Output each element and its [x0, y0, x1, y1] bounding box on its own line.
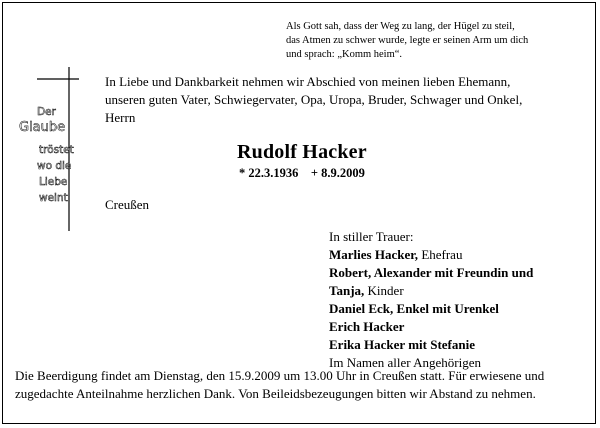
logo-line: Glaube: [19, 120, 66, 135]
logo-text: [19, 106, 74, 204]
mourner-entry: [329, 246, 584, 264]
mourner-entry: Daniel Eck, Enkel mit Urenkel: [329, 301, 499, 316]
poem-line: das Atmen zu schwer wurde, legte er seinen Arm um dich: [286, 35, 529, 46]
mourner-name: Tanja,: [329, 283, 365, 298]
obituary-notice: [2, 2, 596, 424]
life-dates: * 22.3.1936 + 8.9.2009: [239, 166, 365, 180]
deceased-name: Rudolf Hacker: [237, 141, 367, 163]
funeral-info: [15, 367, 590, 403]
mourner-name: Marlies Hacker,: [329, 247, 419, 262]
mourner-entry: [329, 282, 584, 300]
footer-line: Die Beerdigung findet am Dienstag, den 15.9.2009 um 13.00 Uhr in Creußen statt. Für erwiesene und: [15, 368, 545, 383]
mourners-heading: In stiller Trauer:: [329, 229, 414, 244]
poem-line: und sprach: „Komm heim“.: [286, 49, 403, 60]
intro-line: unseren guten Vater, Schwiegervater, Opa, Uropa, Bruder, Schwager und Onkel,: [105, 92, 523, 107]
mourner-entry: Erich Hacker: [329, 319, 405, 334]
mourner-entry: Robert, Alexander mit Freundin und: [329, 265, 534, 280]
poem: [286, 20, 586, 62]
cross-logo: [15, 65, 83, 235]
mourners-closing: Im Namen aller Angehörigen: [329, 355, 481, 370]
logo-line: tröstet: [39, 144, 74, 156]
logo-line: Der: [37, 106, 56, 118]
logo-line: Liebe: [39, 176, 68, 188]
place: Creußen: [105, 197, 150, 212]
intro-line: Herrn: [105, 110, 136, 125]
intro-line: In Liebe und Dankbarkeit nehmen wir Abschied von meinen lieben Ehemann,: [105, 74, 511, 89]
logo-line: wo die: [37, 160, 72, 172]
poem-line: Als Gott sah, dass der Weg zu lang, der Hügel zu steil,: [286, 21, 515, 32]
intro-text: [105, 73, 585, 127]
footer-line: zugedachte Anteilnahme herzlichen Dank. Von Beileidsbezeugungen bitten wir Abstand zu nehmen.: [15, 386, 536, 401]
mourner-entry: Erika Hacker mit Stefanie: [329, 337, 475, 352]
mourner-role: Kinder: [364, 283, 404, 298]
mourner-role: Ehefrau: [418, 247, 463, 262]
mourners-list: [329, 228, 584, 372]
logo-line: weint: [39, 192, 68, 204]
